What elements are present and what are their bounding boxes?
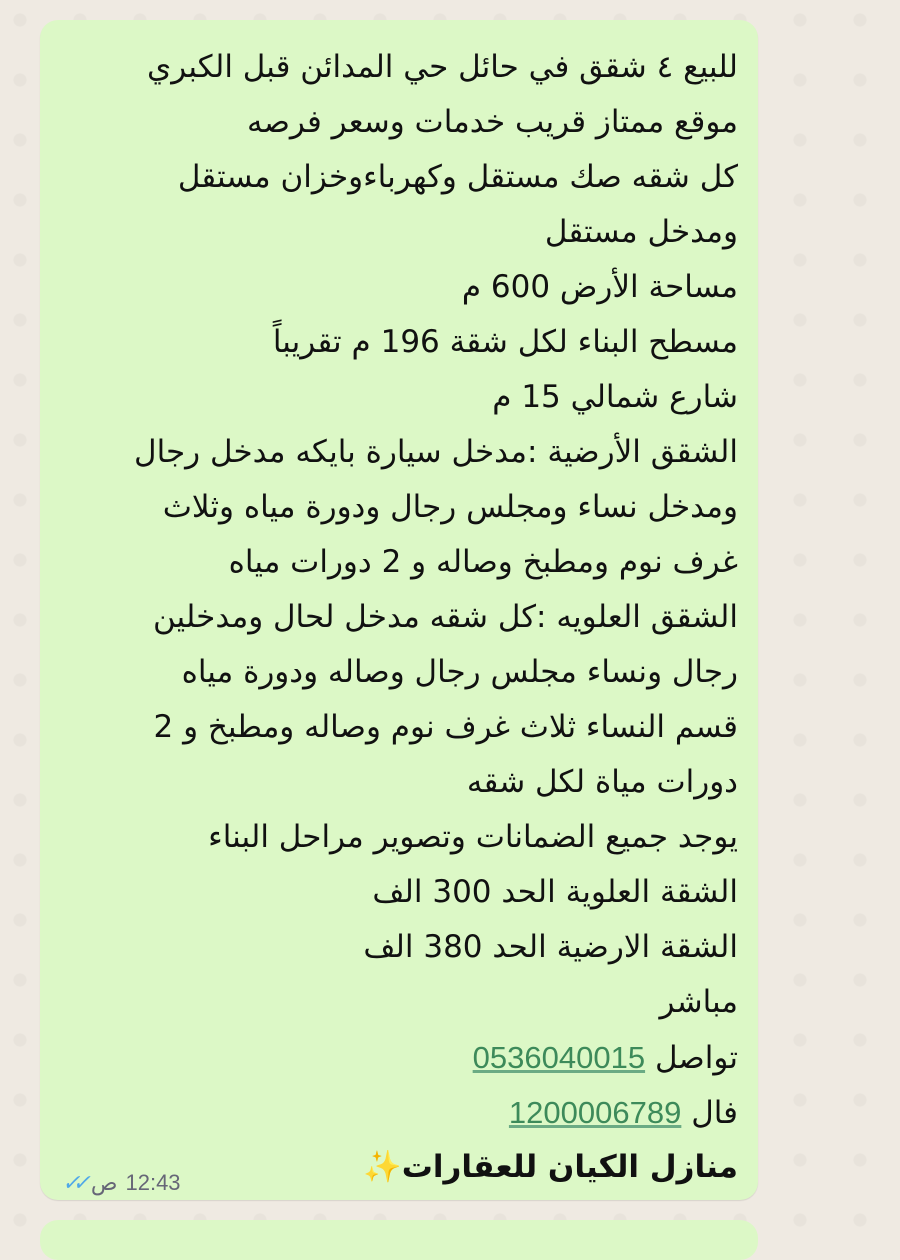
contact-label: تواصل — [654, 1040, 738, 1076]
message-line: دورات مياة لكل شقه — [466, 764, 738, 800]
message-line: الشقق العلويه :كل شقه مدخل لحال ومدخلين — [152, 599, 738, 635]
message-line: ومدخل نساء ومجلس رجال ودورة مياه وثلاث — [162, 489, 738, 525]
message-line: الشقة الارضية الحد 380 الف — [363, 929, 738, 965]
message-line: شارع شمالي 15 م — [492, 379, 738, 415]
time-suffix: ص — [90, 1170, 118, 1195]
message-line: موقع ممتاز قريب خدمات وسعر فرصه — [246, 104, 738, 140]
message-line: ومدخل مستقل — [544, 214, 738, 250]
message-line: يوجد جميع الضمانات وتصوير مراحل البناء — [208, 819, 738, 855]
contact-line — [48, 1030, 738, 1085]
message-bubble[interactable] — [40, 20, 758, 1200]
read-receipt-icon: ✓✓ — [62, 1170, 83, 1195]
message-line: مساحة الأرض 600 م — [461, 269, 738, 305]
message-line: رجال ونساء مجلس رجال وصاله ودورة مياه — [181, 654, 738, 690]
message-time: 12:43 — [125, 1170, 181, 1195]
message-line: الشقة العلوية الحد 300 الف — [372, 874, 738, 910]
message-line: كل شقه صك مستقل وكهرباءوخزان مستقل — [177, 159, 738, 195]
message-meta — [62, 1170, 181, 1196]
message-line: قسم النساء ثلاث غرف نوم وصاله ومطبخ و 2 — [153, 709, 738, 745]
message-line: الشقق الأرضية :مدخل سيارة بايكه مدخل رجال — [134, 434, 738, 470]
license-line — [48, 1085, 738, 1140]
message-line: للبيع ٤ شقق في حائل حي المدائن قبل الكبري — [147, 49, 738, 85]
message-line: مسطح البناء لكل شقة 196 م تقريباً — [272, 324, 738, 360]
signature: منازل الكيان للعقارات — [401, 1149, 738, 1185]
sparkles-icon: ✨ — [363, 1149, 402, 1185]
license-link[interactable]: 1200006789 — [508, 1095, 682, 1130]
phone-link[interactable]: 0536040015 — [472, 1040, 646, 1075]
message-text — [48, 40, 738, 1195]
message-line: مباشر — [659, 984, 738, 1020]
message-line: غرف نوم ومطبخ وصاله و 2 دورات مياه — [228, 544, 738, 580]
license-label: فال — [691, 1095, 738, 1131]
next-message-bubble[interactable] — [40, 1220, 758, 1260]
